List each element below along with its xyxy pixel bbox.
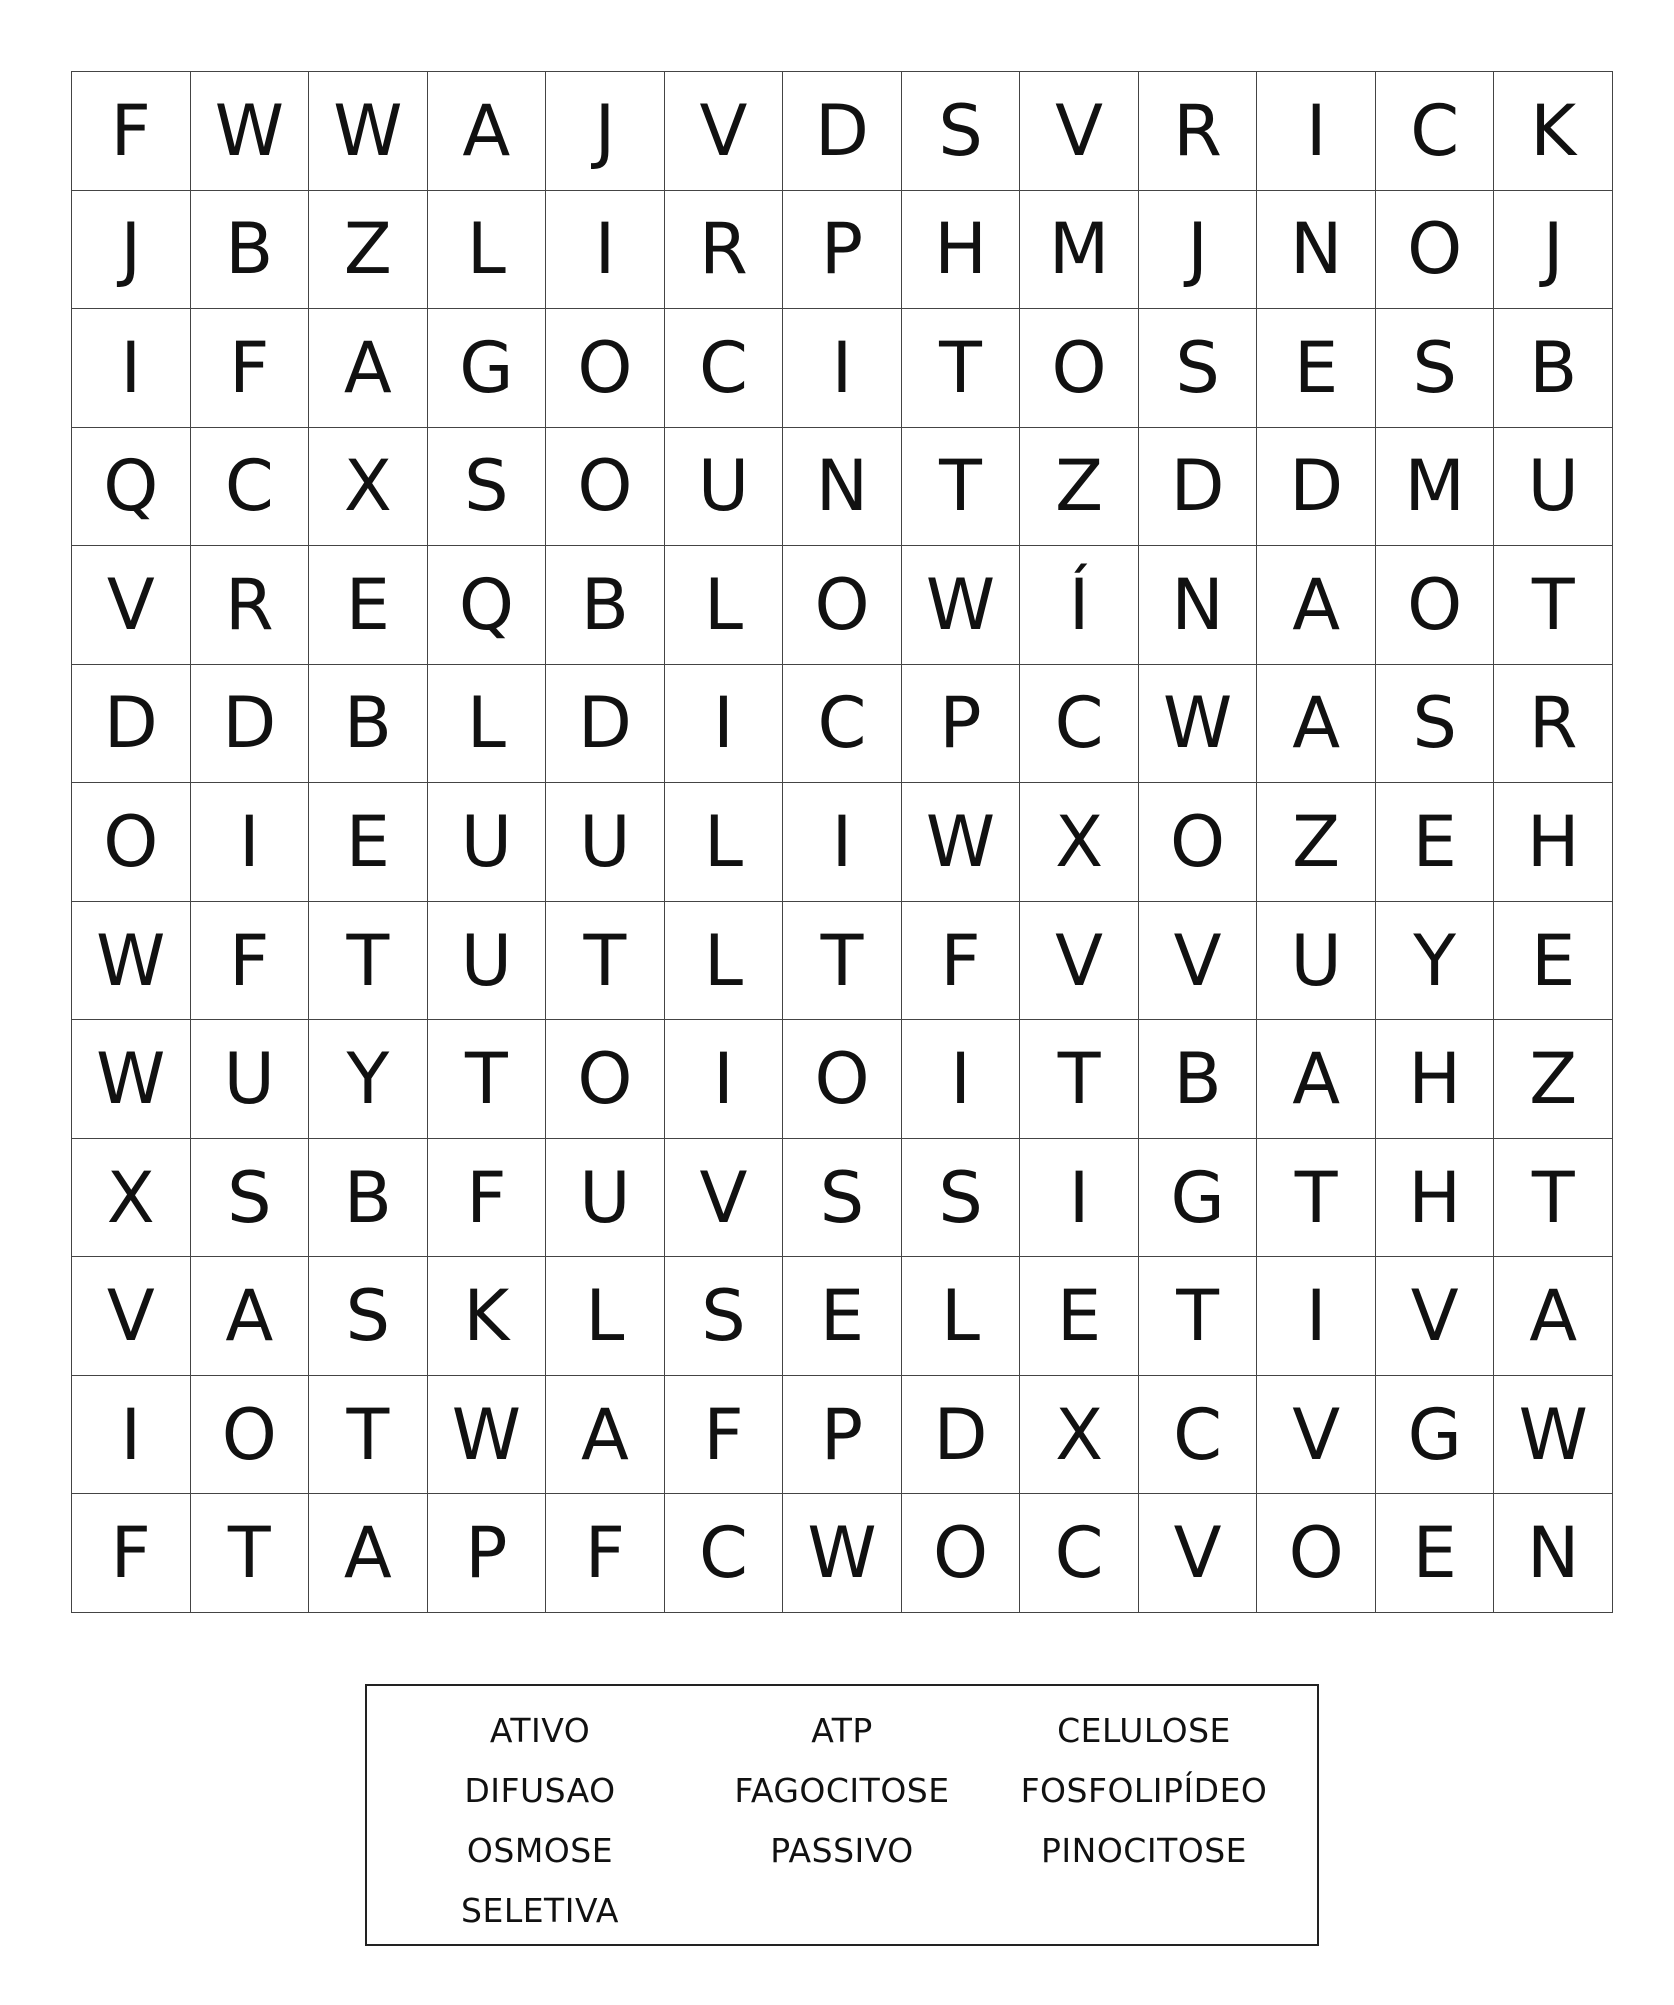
grid-cell[interactable]: L [665,902,784,1021]
grid-cell[interactable]: N [783,428,902,547]
grid-cell[interactable]: O [546,428,665,547]
grid-cell[interactable]: N [1257,191,1376,310]
grid-cell[interactable]: O [1139,783,1258,902]
grid-cell[interactable]: R [665,191,784,310]
grid-cell[interactable]: T [783,902,902,1021]
grid-cell[interactable]: T [1020,1020,1139,1139]
word-list-item: ATP [811,1710,873,1750]
grid-cell[interactable]: D [1139,428,1258,547]
grid-cell[interactable]: V [1020,72,1139,191]
grid-cell[interactable]: Y [1376,902,1495,1021]
grid-cell[interactable]: S [1376,309,1495,428]
grid-cell[interactable]: E [1494,902,1613,1021]
grid-cell[interactable]: O [191,1376,310,1495]
grid-cell[interactable]: N [1139,546,1258,665]
grid-cell[interactable]: E [1376,783,1495,902]
grid-cell[interactable]: B [309,665,428,784]
grid-cell[interactable]: F [428,1139,547,1258]
grid-cell[interactable]: L [665,783,784,902]
grid-cell[interactable]: Y [309,1020,428,1139]
grid-cell[interactable]: I [1257,1257,1376,1376]
grid-cell[interactable]: W [309,72,428,191]
grid-cell[interactable]: U [546,783,665,902]
grid-cell[interactable]: H [902,191,1021,310]
grid-cell[interactable]: X [1020,1376,1139,1495]
grid-cell[interactable]: O [1376,546,1495,665]
grid-cell[interactable]: D [1257,428,1376,547]
grid-cell[interactable]: E [309,783,428,902]
grid-cell[interactable]: Q [72,428,191,547]
grid-cell[interactable]: I [783,309,902,428]
grid-cell[interactable]: A [1494,1257,1613,1376]
grid-cell[interactable]: L [902,1257,1021,1376]
grid-cell[interactable]: F [191,902,310,1021]
grid-cell[interactable]: N [1494,1494,1613,1613]
grid-cell[interactable]: V [72,1257,191,1376]
grid-cell[interactable]: O [546,1020,665,1139]
word-list [367,1700,1317,1940]
grid-cell[interactable]: U [428,902,547,1021]
grid-cell[interactable]: T [191,1494,310,1613]
grid-cell[interactable]: I [1257,72,1376,191]
grid-cell[interactable]: S [1376,665,1495,784]
grid-cell[interactable]: S [309,1257,428,1376]
word-list-item: FOSFOLIPÍDEO [1020,1770,1268,1810]
word-list-item: OSMOSE [466,1830,614,1870]
grid-cell[interactable]: A [309,1494,428,1613]
grid-cell[interactable]: L [665,546,784,665]
grid-cell[interactable]: S [783,1139,902,1258]
grid-cell[interactable]: Z [309,191,428,310]
grid-cell[interactable]: B [546,546,665,665]
grid-cell[interactable]: A [191,1257,310,1376]
grid-cell[interactable]: S [902,1139,1021,1258]
grid-cell[interactable]: E [783,1257,902,1376]
grid-cell[interactable]: D [546,665,665,784]
word-list-item: DIFUSAO [464,1770,616,1810]
grid-cell[interactable]: W [783,1494,902,1613]
grid-cell[interactable]: E [1020,1257,1139,1376]
word-list-item: PASSIVO [770,1830,914,1870]
grid-cell[interactable]: W [191,72,310,191]
grid-cell[interactable]: U [1257,902,1376,1021]
grid-cell[interactable]: V [665,72,784,191]
grid-cell[interactable]: R [1494,665,1613,784]
grid-cell[interactable]: F [665,1376,784,1495]
grid-cell[interactable]: S [902,72,1021,191]
grid-cell[interactable]: V [1376,1257,1495,1376]
grid-cell[interactable]: W [428,1376,547,1495]
grid-cell[interactable]: J [1139,191,1258,310]
grid-cell[interactable]: C [665,1494,784,1613]
grid-cell[interactable]: O [1376,191,1495,310]
grid-cell[interactable]: X [309,428,428,547]
grid-cell[interactable]: W [902,783,1021,902]
grid-cell[interactable]: I [1020,1139,1139,1258]
grid-cell[interactable]: P [428,1494,547,1613]
grid-cell[interactable]: W [1494,1376,1613,1495]
grid-cell[interactable]: I [665,1020,784,1139]
grid-cell[interactable]: R [1139,72,1258,191]
grid-cell[interactable]: W [72,1020,191,1139]
grid-cell[interactable]: T [309,902,428,1021]
grid-cell[interactable]: C [1020,665,1139,784]
grid-cell[interactable]: T [1257,1139,1376,1258]
grid-cell[interactable]: T [902,428,1021,547]
grid-cell[interactable]: O [546,309,665,428]
grid-cell[interactable]: X [1020,783,1139,902]
grid-cell[interactable]: B [1494,309,1613,428]
grid-cell[interactable]: I [72,309,191,428]
grid-cell[interactable]: O [902,1494,1021,1613]
grid-cell[interactable]: V [72,546,191,665]
grid-cell[interactable]: R [191,546,310,665]
grid-cell[interactable]: O [72,783,191,902]
grid-cell[interactable]: T [309,1376,428,1495]
grid-cell[interactable]: J [546,72,665,191]
grid-cell[interactable]: M [1376,428,1495,547]
grid-cell[interactable]: D [191,665,310,784]
grid-cell[interactable]: U [428,783,547,902]
grid-cell[interactable]: O [1020,309,1139,428]
grid-cell[interactable]: C [665,309,784,428]
grid-cell[interactable]: F [546,1494,665,1613]
grid-cell[interactable]: I [72,1376,191,1495]
grid-cell[interactable]: A [1257,546,1376,665]
grid-cell[interactable]: C [191,428,310,547]
grid-cell[interactable]: C [1020,1494,1139,1613]
grid-cell[interactable]: B [191,191,310,310]
grid-cell[interactable]: F [191,309,310,428]
grid-cell[interactable]: S [1139,309,1258,428]
grid-cell[interactable]: J [1494,191,1613,310]
grid-cell[interactable]: U [191,1020,310,1139]
grid-cell[interactable]: H [1494,783,1613,902]
grid-cell[interactable]: C [783,665,902,784]
grid-cell[interactable]: I [191,783,310,902]
grid-cell[interactable]: T [1139,1257,1258,1376]
grid-cell[interactable]: D [902,1376,1021,1495]
grid-cell[interactable]: M [1020,191,1139,310]
grid-cell[interactable]: G [1376,1376,1495,1495]
grid-cell[interactable]: E [309,546,428,665]
grid-cell[interactable]: L [546,1257,665,1376]
word-list-item: SELETIVA [461,1890,619,1930]
grid-cell[interactable]: T [902,309,1021,428]
grid-cell[interactable]: C [1376,72,1495,191]
grid-cell[interactable]: A [546,1376,665,1495]
grid-cell[interactable]: S [191,1139,310,1258]
grid-cell[interactable]: D [783,72,902,191]
grid-cell[interactable]: A [1257,1020,1376,1139]
grid-cell[interactable]: P [783,191,902,310]
grid-cell[interactable]: Q [428,546,547,665]
word-list-item: CELULOSE [1057,1710,1231,1750]
grid-cell[interactable]: Í [1020,546,1139,665]
grid-cell[interactable]: G [428,309,547,428]
grid-cell[interactable]: O [1257,1494,1376,1613]
word-list-item: PINOCITOSE [1041,1830,1247,1870]
grid-cell[interactable]: D [72,665,191,784]
grid-cell[interactable]: Z [1494,1020,1613,1139]
grid-cell[interactable]: Z [1020,428,1139,547]
grid-cell[interactable]: H [1376,1139,1495,1258]
grid-cell[interactable]: A [309,309,428,428]
grid-cell[interactable]: V [1020,902,1139,1021]
grid-cell[interactable]: F [72,1494,191,1613]
grid-cell[interactable]: J [72,191,191,310]
grid-cell[interactable]: I [665,665,784,784]
grid-cell[interactable]: C [1139,1376,1258,1495]
grid-cell[interactable]: V [665,1139,784,1258]
grid-cell[interactable]: U [665,428,784,547]
grid-cell[interactable]: U [1494,428,1613,547]
grid-cell[interactable]: A [1257,665,1376,784]
grid-cell[interactable]: B [1139,1020,1258,1139]
word-list-item: ATIVO [489,1710,591,1750]
grid-cell[interactable]: V [1139,902,1258,1021]
grid-cell[interactable]: P [902,665,1021,784]
grid-cell[interactable]: S [665,1257,784,1376]
grid-cell[interactable]: O [783,1020,902,1139]
grid-cell[interactable]: K [428,1257,547,1376]
grid-cell[interactable]: S [428,428,547,547]
grid-cell[interactable]: K [1494,72,1613,191]
grid-cell[interactable]: G [1139,1139,1258,1258]
word-bank [365,1684,1319,1946]
grid-cell[interactable]: F [72,72,191,191]
grid-cell[interactable]: B [309,1139,428,1258]
grid-cell[interactable]: T [428,1020,547,1139]
grid-cell[interactable]: E [1376,1494,1495,1613]
letter-grid [71,71,1613,1613]
grid-cell[interactable]: T [1494,546,1613,665]
grid-cell[interactable]: W [902,546,1021,665]
grid-cell[interactable]: I [902,1020,1021,1139]
grid-cell[interactable]: T [546,902,665,1021]
grid-cell[interactable]: L [428,191,547,310]
grid-cell[interactable]: A [428,72,547,191]
grid-cell[interactable]: T [1494,1139,1613,1258]
grid-cell[interactable]: E [1257,309,1376,428]
grid-cell[interactable]: U [546,1139,665,1258]
grid-cell[interactable]: W [72,902,191,1021]
grid-cell[interactable]: W [1139,665,1258,784]
word-list-item: FAGOCITOSE [734,1770,950,1810]
grid-cell[interactable]: Z [1257,783,1376,902]
grid-cell[interactable]: H [1376,1020,1495,1139]
grid-cell[interactable]: V [1139,1494,1258,1613]
grid-cell[interactable]: F [902,902,1021,1021]
grid-cell[interactable]: X [72,1139,191,1258]
grid-cell[interactable]: I [783,783,902,902]
grid-cell[interactable]: V [1257,1376,1376,1495]
grid-cell[interactable]: O [783,546,902,665]
grid-cell[interactable]: P [783,1376,902,1495]
grid-cell[interactable]: I [546,191,665,310]
grid-cell[interactable]: L [428,665,547,784]
